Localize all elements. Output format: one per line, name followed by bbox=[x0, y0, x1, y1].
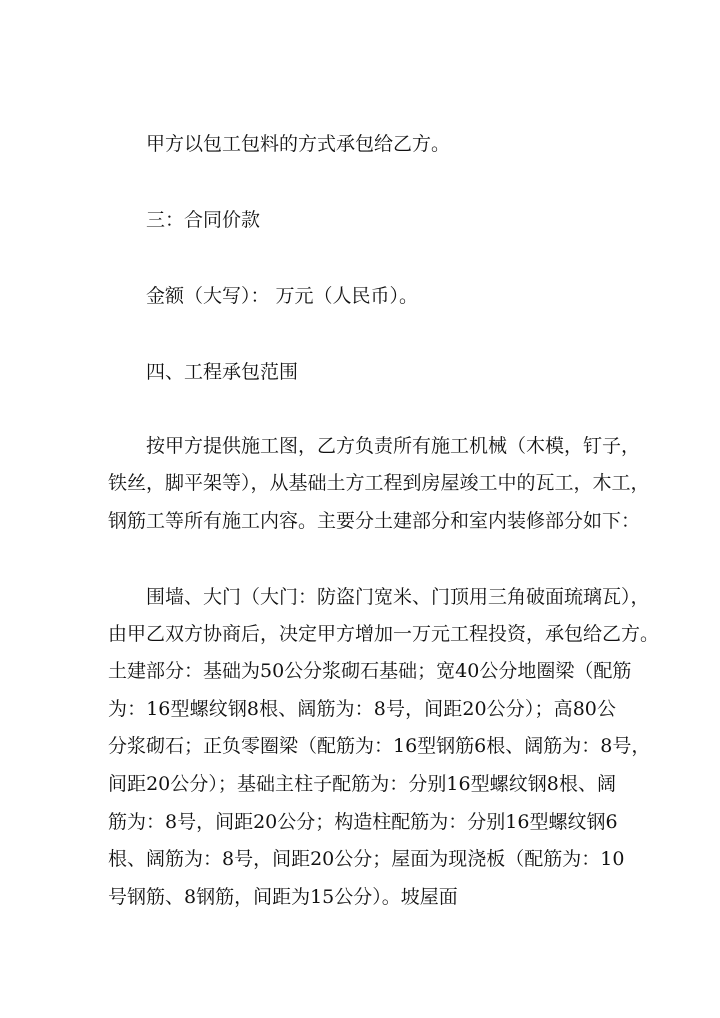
section-heading-project-scope: 四、工程承包范围 bbox=[146, 361, 299, 383]
section-heading-contract-price: 三：合同价款 bbox=[146, 209, 261, 231]
details-paragraph-line: 筋为：8号，间距20公分；构造柱配筋为：分别16型螺纹钢6 bbox=[108, 811, 618, 833]
details-paragraph-line: 根、阔筋为：8号，间距20公分；屋面为现浇板（配筋为：10 bbox=[108, 848, 625, 870]
details-paragraph-line: 由甲乙双方协商后，决定甲方增加一万元工程投资，承包给乙方。 bbox=[108, 623, 660, 645]
details-paragraph-line: 号钢筋、8钢筋，间距为15公分）。坡屋面 bbox=[108, 886, 458, 908]
amount-line: 金额（大写）： 万元（人民币）。 bbox=[146, 285, 419, 307]
paragraph-contract-method: 甲方以包工包料的方式承包给乙方。 bbox=[146, 133, 451, 155]
details-paragraph-line: 为：16型螺纹钢8根、阔筋为：8号，间距20公分）；高80公 bbox=[108, 698, 616, 720]
scope-paragraph-line: 铁丝，脚平架等），从基础土方工程到房屋竣工中的瓦工，木工， bbox=[108, 472, 650, 494]
details-paragraph-line: 分浆砌石；正负零圈梁（配筋为：16型钢筋6根、阔筋为：8号， bbox=[108, 735, 651, 757]
details-paragraph-line: 间距20公分）；基础主柱子配筋为：分别16型螺纹钢8根、阔 bbox=[108, 773, 616, 795]
details-paragraph-line: 围墙、大门（大门：防盗门宽米、门顶用三角破面琉璃瓦）， bbox=[146, 586, 650, 608]
scope-paragraph-line: 钢筋工等所有施工内容。主要分土建部分和室内装修部分如下： bbox=[108, 510, 641, 532]
details-paragraph-line: 土建部分：基础为50公分浆砌石基础；宽40公分地圈梁（配筋 bbox=[108, 660, 632, 682]
scope-paragraph-line: 按甲方提供施工图，乙方负责所有施工机械（木模，钉子， bbox=[146, 435, 641, 457]
